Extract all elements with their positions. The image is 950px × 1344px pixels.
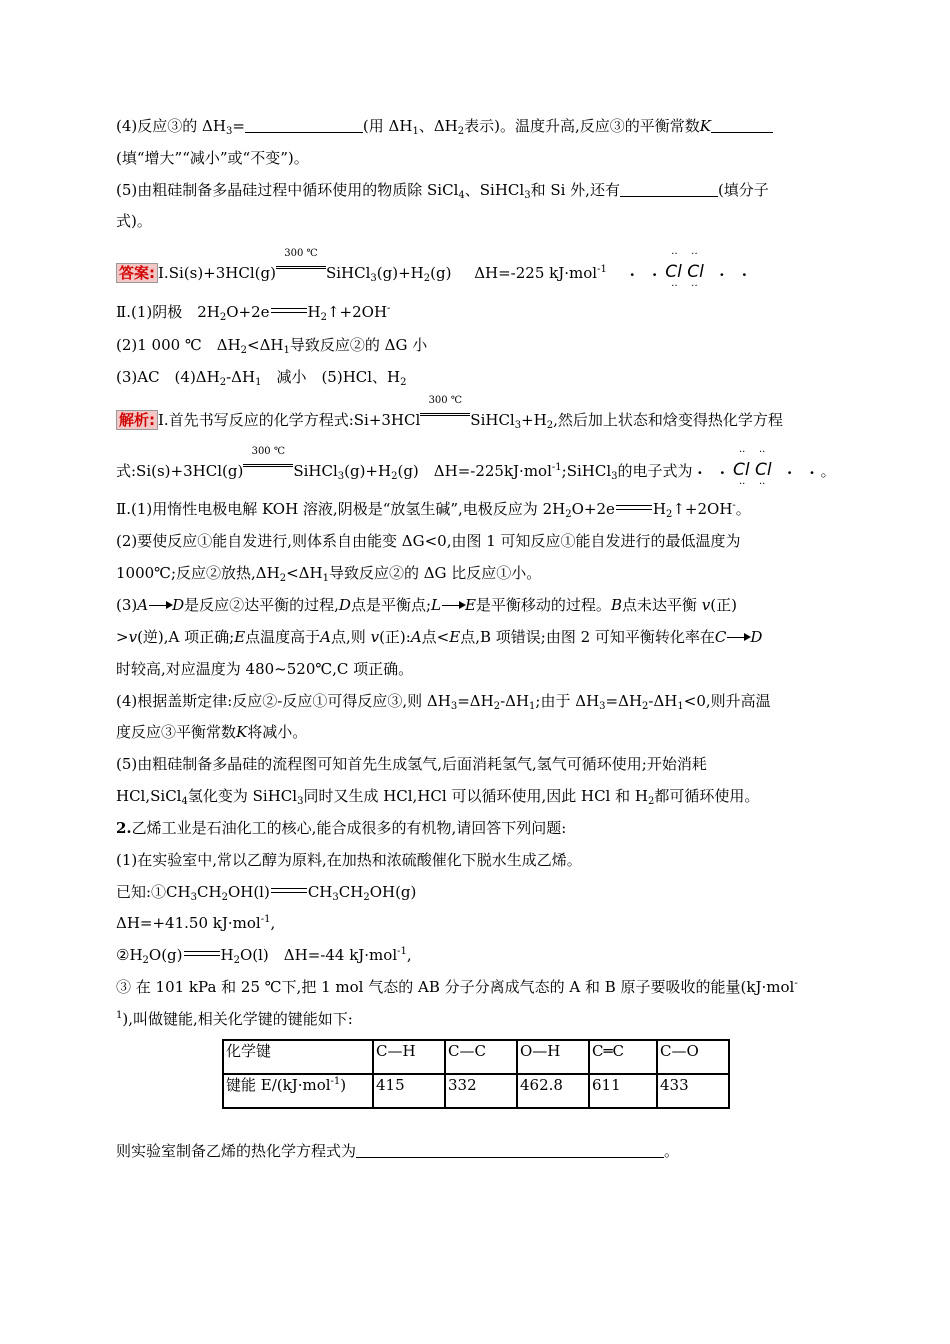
electron-dots: · · [629, 266, 664, 284]
text: B [610, 596, 622, 614]
table-row [223, 1074, 729, 1108]
text: 导致反应②的 ΔG 比反应①小。 [328, 564, 542, 582]
sub: 3 [337, 471, 345, 482]
text: 都可循环使用。 [654, 787, 760, 805]
sub: 3 [332, 892, 339, 903]
q2-known1-dh [116, 913, 275, 933]
text: ↑+2OH [672, 500, 733, 518]
text: (4)反应③的 ΔH [116, 117, 226, 135]
analysis-line1 [116, 395, 783, 431]
sub: 1 [677, 701, 684, 712]
text: 将减小。 [247, 723, 308, 741]
question-number: 2. [116, 819, 132, 837]
q2-known3 [116, 977, 798, 997]
analysis-line5 [116, 563, 541, 583]
condition-text: 300 ℃ [428, 395, 463, 406]
table-cell [223, 1074, 373, 1108]
text: -ΔH [500, 692, 530, 710]
text: 氢化变为 SiHCl [187, 787, 298, 805]
text: (正): [379, 628, 411, 646]
sub: 2 [320, 312, 327, 323]
analysis-line9 [116, 691, 771, 711]
text: -ΔH [648, 692, 678, 710]
table-header-row [223, 1040, 729, 1074]
text: -ΔH [226, 368, 256, 386]
text: A [320, 628, 332, 646]
text: ;SiHCl [561, 462, 612, 480]
sub: 2 [647, 796, 655, 807]
sub: 2 [642, 701, 649, 712]
text: ΔH=-225 kJ·mol [474, 264, 598, 282]
sup: 1 [116, 1010, 123, 1021]
text: H [307, 303, 321, 321]
equal-sign [616, 505, 652, 510]
text: C [714, 628, 727, 646]
text: <0,则升高温 [683, 692, 771, 710]
text: 点,B 项错误;由图 2 可知平衡转化率在 [460, 628, 715, 646]
q2-known1 [116, 882, 416, 902]
text: D [338, 596, 351, 614]
dot: ·· [691, 249, 698, 260]
table-cell: 462.8 [517, 1074, 589, 1108]
sub: 3 [297, 796, 304, 807]
text: 导致反应②的 ΔG 小 [289, 336, 428, 354]
q2-known2 [116, 945, 412, 965]
table-cell: C═C [589, 1040, 657, 1074]
equal-sign [276, 266, 326, 269]
text: (g)+H [376, 264, 424, 282]
text: A [137, 596, 149, 614]
text: H [652, 500, 666, 518]
text: H [220, 946, 234, 964]
text: O+2e [571, 500, 615, 518]
text: CH [338, 883, 364, 901]
condition-text: 300 ℃ [284, 248, 318, 259]
text: <ΔH [286, 564, 323, 582]
sub: 3 [370, 273, 377, 284]
text: 、SiHCl [464, 181, 525, 199]
sup: - [794, 978, 798, 989]
reaction-condition [243, 446, 293, 478]
text: Ⅱ.(1)用惰性电极电解 KOH 溶液,阴极是“放氢生碱”,电极反应为 2H [116, 500, 566, 518]
text: (g)+H [344, 462, 392, 480]
text: 是平衡移动的过程。 [475, 596, 611, 614]
sub: 2 [219, 377, 227, 388]
sub: 2 [219, 312, 227, 323]
text: (正) [710, 596, 737, 614]
text: HCl,SiCl [116, 787, 182, 805]
q2-final [116, 1141, 679, 1161]
text: 点,则 [331, 628, 366, 646]
chlorine-symbols: Cl Cl [732, 460, 772, 480]
text: =ΔH [605, 692, 643, 710]
sub: 3 [524, 190, 531, 201]
analysis-line8: 时较高,对应温度为 480~520℃,C 项正确。 [116, 660, 414, 678]
q1-part5-line2: 式)。 [116, 212, 152, 230]
answer-blank[interactable] [356, 1143, 664, 1158]
table-cell: C—C [445, 1040, 517, 1074]
text: OH(g) [369, 883, 417, 901]
electron-formula [731, 447, 787, 490]
text: Ⅱ.(1)阴极 2H [116, 303, 220, 321]
dot: ·· [758, 447, 766, 458]
q1-part5-line1 [116, 180, 769, 200]
text: (填分子 [717, 181, 769, 199]
bond-energy-table [222, 1039, 730, 1109]
q2-title [116, 818, 566, 838]
sup: -1 [597, 264, 607, 275]
text: SiHCl [325, 264, 371, 282]
answer-blank[interactable] [620, 182, 718, 197]
text: v [701, 596, 711, 614]
table-cell: C—H [373, 1040, 445, 1074]
answer-line1 [116, 248, 753, 292]
sub: 2 [363, 892, 370, 903]
text: ),叫做键能,相关化学键的键能如下: [122, 1010, 353, 1028]
condition-text: 300 ℃ [251, 446, 286, 457]
text: 同时又生成 HCl,HCl 可以循环使用,因此 HCl 和 H [303, 787, 648, 805]
text: (5)由粗硅制备多晶硅过程中循环使用的物质除 SiCl [116, 181, 459, 199]
answer-tag: 答案: [116, 263, 158, 283]
sup: - [387, 303, 391, 314]
text: (用 ΔH [362, 117, 413, 135]
text: 。 [820, 462, 836, 480]
answer-line4 [116, 367, 407, 387]
reaction-condition [276, 248, 326, 280]
text: E [449, 628, 461, 646]
text: v [370, 628, 380, 646]
chlorine-symbols: Cl Cl [665, 262, 704, 282]
text: ↑+2OH [326, 303, 388, 321]
text: K [699, 117, 711, 135]
sub: 3 [611, 471, 618, 482]
sub: 3 [599, 701, 606, 712]
sup: -1 [260, 914, 271, 925]
sub: 1 [322, 573, 329, 584]
text: (逆),A 项正确; [137, 628, 235, 646]
q1-part4-line2: (填“增大”“减小”或“不变”)。 [116, 149, 309, 167]
electron-dots: · · [719, 266, 753, 284]
sup: -1 [551, 462, 562, 473]
sub: 2 [546, 420, 554, 431]
arrow-right-icon [442, 605, 464, 606]
text: v [128, 628, 138, 646]
table-cell: C—O [657, 1040, 729, 1074]
sub: 2 [400, 377, 407, 388]
sub: 2 [493, 701, 501, 712]
table-cell: 415 [373, 1074, 445, 1108]
sup: -1 [330, 1076, 341, 1087]
text: O(l) ΔH=-44 kJ·mol [239, 946, 398, 964]
text: D [750, 628, 763, 646]
sub: 4 [181, 796, 188, 807]
sub: 4 [458, 190, 465, 201]
sub: 2 [457, 126, 465, 137]
text: (3) [116, 596, 138, 614]
q2-part1: (1)在实验室中,常以乙醇为原料,在加热和浓硫酸催化下脱水生成乙烯。 [116, 851, 582, 869]
table-cell: 433 [657, 1074, 729, 1108]
text: = [232, 117, 245, 135]
answer-blank[interactable] [711, 118, 773, 133]
arrow-right-icon [727, 637, 749, 638]
sub: 2 [423, 273, 431, 284]
arrow-right-icon [149, 605, 171, 606]
text: L [431, 596, 441, 614]
analysis-line7 [116, 627, 762, 647]
sub: 2 [279, 573, 287, 584]
text: 点未达平衡 [621, 596, 697, 614]
text: SiHCl [470, 411, 515, 429]
analysis-line12 [116, 786, 759, 806]
text: E [464, 596, 476, 614]
text: 点温度高于 [245, 628, 321, 646]
analysis-line2 [116, 446, 836, 490]
text: 。 [664, 1142, 680, 1160]
q1-part4-line1 [116, 116, 773, 136]
q2-known3-cont [116, 1009, 353, 1029]
text: A [410, 628, 422, 646]
text: 键能 E/(kJ·mol [226, 1076, 331, 1094]
text: ) [340, 1076, 347, 1094]
equal-sign [271, 888, 307, 893]
dot: ·· [738, 479, 746, 490]
equal-sign [184, 951, 220, 956]
text: CH [197, 883, 222, 901]
text: ;由于 ΔH [535, 692, 600, 710]
analysis-tag: 解析: [116, 410, 158, 430]
text: 则实验室制备乙烯的热化学方程式为 [116, 1142, 357, 1160]
text: (3)AC (4)ΔH [116, 368, 220, 386]
sub: 2 [221, 892, 228, 903]
text: 1000℃;反应②放热,ΔH [116, 564, 280, 582]
answer-line2 [116, 302, 390, 322]
table-cell: O—H [517, 1040, 589, 1074]
equal-sign [271, 308, 307, 313]
electron-dots: · · [786, 464, 821, 482]
sub: 2 [391, 471, 398, 482]
text: > [116, 628, 129, 646]
text: +H [521, 411, 547, 429]
equal-sign [420, 413, 470, 416]
text: (4)根据盖斯定律:反应②-反应①可得反应③,则 ΔH [116, 692, 451, 710]
electron-dots: · · [697, 464, 731, 482]
text: K [236, 723, 248, 741]
sub: 3 [190, 892, 197, 903]
equal-sign [243, 464, 293, 467]
text: , [406, 946, 412, 964]
sub: 1 [412, 126, 419, 137]
dot: ·· [671, 249, 678, 260]
table-cell: 化学键 [223, 1040, 373, 1074]
sub: 2 [233, 955, 240, 966]
text: Ⅰ.首先书写反应的化学方程式:Si+3HCl [158, 411, 421, 429]
analysis-line10 [116, 722, 307, 742]
text: 乙烯工业是石油化工的核心,能合成很多的有机物,请回答下列问题: [131, 819, 567, 837]
text: 减小 (5)HCl、H [261, 368, 401, 386]
analysis-line11: (5)由粗硅制备多晶硅的流程图可知首先生成氢气,后面消耗氢气,氢气可循环使用;开始消耗 [116, 755, 707, 773]
text: 度反应③平衡常数 [116, 723, 237, 741]
text: D [172, 596, 185, 614]
text: O(g) [148, 946, 183, 964]
text: , [270, 914, 276, 932]
dot: ·· [671, 281, 678, 292]
dot: ·· [758, 479, 766, 490]
text: =ΔH [457, 692, 494, 710]
text: SiHCl [293, 462, 338, 480]
text: (2)1 000 ℃ ΔH [116, 336, 241, 354]
text: ΔH=+41.50 kJ·mol [116, 914, 261, 932]
sub: 3 [225, 126, 233, 137]
sub: 2 [240, 345, 248, 356]
text: 是反应②达平衡的过程, [184, 596, 339, 614]
text: (g) ΔH=-225kJ·mol [397, 462, 552, 480]
sub: 1 [529, 701, 536, 712]
analysis-line6 [116, 595, 737, 615]
table-cell: 611 [589, 1074, 657, 1108]
text: <ΔH [247, 336, 284, 354]
sub: 3 [514, 420, 522, 431]
text: E [234, 628, 246, 646]
sub: 3 [450, 701, 458, 712]
dot: ·· [738, 447, 746, 458]
answer-blank[interactable] [245, 118, 363, 133]
text: 的电子式为 [617, 462, 693, 480]
sub: 1 [283, 345, 290, 356]
sub: 1 [255, 377, 262, 388]
text: 点< [421, 628, 450, 646]
answer-line3 [116, 335, 427, 355]
sub: 2 [665, 509, 673, 520]
text: ②H [116, 946, 143, 964]
sup: -1 [397, 946, 407, 957]
text: 。 [735, 500, 751, 518]
text: ,然后加上状态和焓变得热化学方程 [553, 411, 783, 429]
sub: 2 [142, 955, 149, 966]
analysis-line4: (2)要使反应①能自发进行,则体系自由能变 ΔG<0,由图 1 可知反应①能自发进行的最低温度为 [116, 532, 741, 550]
sup: - [732, 500, 736, 511]
dot: ·· [691, 281, 698, 292]
analysis-line3 [116, 499, 751, 519]
text: 式:Si(s)+3HCl(g) [116, 462, 244, 480]
text: 点是平衡点; [350, 596, 431, 614]
text: 表示)。温度升高,反应③的平衡常数 [464, 117, 700, 135]
text: ③ 在 101 kPa 和 25 ℃下,把 1 mol 气态的 AB 分子分离成气态的 A 和 B 原子要吸收的能量(kJ·mol [116, 978, 795, 996]
text: (g) [430, 264, 452, 282]
reaction-condition [420, 395, 470, 427]
text: 、ΔH [418, 117, 458, 135]
text: CH [307, 883, 333, 901]
electron-formula [663, 249, 719, 292]
sub: 2 [565, 509, 572, 520]
text: OH(l) [227, 883, 270, 901]
text: O+2e [226, 303, 270, 321]
text: 和 Si 外,还有 [530, 181, 620, 199]
text: 已知:①CH [116, 883, 191, 901]
text: Ⅰ.Si(s)+3HCl(g) [158, 264, 276, 282]
table-cell: 332 [445, 1074, 517, 1108]
